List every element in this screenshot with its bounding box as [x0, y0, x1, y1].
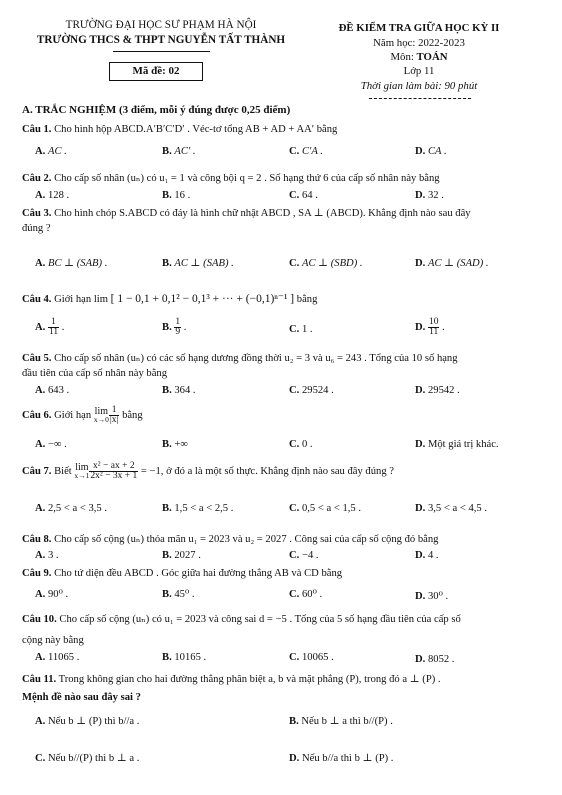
limit-operator: lim x→0 [93, 405, 109, 424]
grade: Lớp 11 [403, 65, 435, 77]
question-11-cont: Mệnh đề nào sau đây sai ? [22, 692, 141, 703]
question-4: Câu 4. Giới hạn lim [ 1 − 0,1 + 0,1² − 0,1³ + ··· + (−0,1)ⁿ⁻¹ ] bằng [22, 293, 318, 305]
q4-option-b[interactable]: B. $\frac{1}{9}$ . [162, 317, 187, 337]
question-text: Cho hình hộp ABCD.A′B′C′D′ . Véc-tơ tổng AB + AD + AA′ bằng [54, 124, 338, 135]
q8-option-c[interactable]: C. −4 . [289, 550, 319, 561]
q4-option-a[interactable]: A. $\frac{1}{11}$ . [35, 317, 65, 337]
q4-option-c[interactable]: C. 1 . [289, 324, 313, 335]
q5-option-c[interactable]: C. 29524 . [289, 385, 334, 396]
q6-option-b[interactable]: B. +∞ [162, 439, 188, 450]
q10-option-b[interactable]: B. 10165 . [162, 652, 207, 663]
q6-option-d[interactable]: D. Một giá trị khác. [415, 439, 499, 450]
limit-expression: [ 1 − 0,1 + 0,1² − 0,1³ + ··· + (−0,1)ⁿ⁻¹ ] [110, 293, 295, 305]
limit-operator: lim x→1 [74, 461, 90, 480]
question-7: Câu 7. Biết lim x→1 $\frac{\text{x² − ax + 2}}{\text{2x² − 3x + 1}}$ = −1, ở đó a là một số thực. Khẳng định nào sau đây đúng ? [22, 461, 394, 481]
section-a-heading: A. TRẮC NGHIỆM (3 điểm, mỗi ý đúng được 0,25 điểm) [22, 104, 291, 116]
fraction: $\frac{1}{9}$ [175, 317, 181, 337]
question-label: Câu 1. [22, 124, 52, 135]
question-5: Câu 5. Cho cấp số nhân (uₙ) có các số hạng dương đồng thời u₂ = 3 và u₆ = 243 . Tổng của 10 số hạng [22, 353, 458, 364]
q11-option-b[interactable]: B. Nếu b ⊥ a thì b//(P) . [289, 716, 393, 727]
exam-title: ĐỀ KIỂM TRA GIỮA HỌC KỲ II [338, 22, 500, 34]
question-5-cont: đầu tiên của cấp số nhân này bằng [22, 368, 168, 379]
q8-option-b[interactable]: B. 2027 . [162, 550, 201, 561]
q3-option-d[interactable]: D. AC ⊥ (SAD) . [415, 258, 489, 269]
q10-option-c[interactable]: C. 10065 . [289, 652, 334, 663]
q9-option-a[interactable]: A. 90⁰ . [35, 589, 69, 600]
header-divider [113, 51, 210, 52]
q2-option-c[interactable]: C. 64 . [289, 190, 318, 201]
question-6: Câu 6. Giới hạn lim x→0 $\frac{1}{|x|}$ bằng [22, 405, 143, 425]
q6-option-a[interactable]: A. −∞ . [35, 439, 67, 450]
question-1 [22, 124, 337, 135]
q11-option-a[interactable]: A. Nếu b ⊥ (P) thì b//a . [35, 716, 140, 727]
school-year: Năm học: 2022-2023 [373, 37, 465, 49]
q8-option-d[interactable]: D. 4 . [415, 550, 439, 561]
q3-option-c[interactable]: C. AC ⊥ (SBD) . [289, 258, 363, 269]
fraction: $\frac{1}{11}$ [48, 317, 59, 337]
q7-option-c[interactable]: C. 0,5 < a < 1,5 . [289, 503, 361, 514]
q7-option-d[interactable]: D. 3,5 < a < 4,5 . [415, 503, 487, 514]
exam-time: Thời gian làm bài: 90 phút [360, 80, 478, 92]
fraction: $\frac{10}{11}$ [428, 317, 439, 337]
q2-option-a[interactable]: A. 128 . [35, 190, 70, 201]
q9-option-d[interactable]: D. 30⁰ . [415, 591, 449, 602]
q10-option-a[interactable]: A. 11065 . [35, 652, 80, 663]
q6-option-c[interactable]: C. 0 . [289, 439, 313, 450]
fraction: $\frac{\text{x² − ax + 2}}{\text{2x² − 3x + 1}}$ [90, 461, 138, 481]
question-8: Câu 8. Cho cấp số cộng (uₙ) thỏa mãn u₁ = 2023 và u₂ = 2027 . Công sai của cấp số cộng đó bằng [22, 534, 439, 545]
school-name-line1: TRƯỜNG ĐẠI HỌC SƯ PHẠM HÀ NỘI [65, 19, 257, 31]
question-10: Câu 10. Cho cấp số cộng (uₙ) có u₁ = 2023 và công sai d = −5 . Tổng của 5 số hạng đầu tiên của cấp số [22, 614, 461, 625]
q2-option-b[interactable]: B. 16 . [162, 190, 191, 201]
q1-option-a[interactable]: A. AC . [35, 146, 67, 157]
q5-option-d[interactable]: D. 29542 . [415, 385, 460, 396]
q9-option-b[interactable]: B. 45⁰ . [162, 589, 195, 600]
q9-option-c[interactable]: C. 60⁰ . [289, 589, 323, 600]
question-9: Câu 9. Cho tứ diện đều ABCD . Góc giữa hai đường thẳng AB và CD bằng [22, 568, 343, 579]
subject-label: Môn: [390, 51, 417, 63]
question-10-cont: cộng này bằng [22, 635, 84, 646]
q7-option-b[interactable]: B. 1,5 < a < 2,5 . [162, 503, 234, 514]
q1-option-c[interactable]: C. C′A . [289, 146, 323, 157]
q5-option-a[interactable]: A. 643 . [35, 385, 70, 396]
question-2: Câu 2. Cho cấp số nhân (uₙ) có u₁ = 1 và công bội q = 2 . Số hạng thứ 6 của cấp số nhân này bằng [22, 173, 440, 184]
q10-option-d[interactable]: D. 8052 . [415, 654, 455, 665]
q7-option-a[interactable]: A. 2,5 < a < 3,5 . [35, 503, 107, 514]
exam-code: Mã đề: 02 [132, 65, 180, 77]
question-3-cont: đúng ? [22, 223, 51, 234]
q8-option-a[interactable]: A. 3 . [35, 550, 59, 561]
q11-option-d[interactable]: D. Nếu b//a thì b ⊥ (P) . [289, 753, 394, 764]
subject-line [390, 51, 447, 63]
question-3: Câu 3. Cho hình chóp S.ABCD có đáy là hình chữ nhật ABCD , SA ⊥ (ABCD). Khẳng định nào sau đây [22, 208, 471, 219]
school-name-line2: TRƯỜNG THCS & THPT NGUYỄN TẤT THÀNH [36, 34, 286, 46]
q5-option-b[interactable]: B. 364 . [162, 385, 196, 396]
q2-option-d[interactable]: D. 32 . [415, 190, 444, 201]
header-dashed-rule [369, 98, 471, 99]
q3-option-b[interactable]: B. AC ⊥ (SAB) . [162, 258, 234, 269]
fraction: $\frac{1}{|x|}$ [109, 405, 119, 425]
question-11: Câu 11. Trong không gian cho hai đường thẳng phân biệt a, b và mặt phẳng (P), trong đó a ⊥ (P) . [22, 674, 441, 685]
q1-option-d[interactable]: D. CA . [415, 146, 447, 157]
exam-code-box [109, 62, 203, 81]
q1-option-b[interactable]: B. AC′ . [162, 146, 196, 157]
q4-option-d[interactable]: D. $\frac{10}{11}$ . [415, 317, 445, 337]
q3-option-a[interactable]: A. BC ⊥ (SAB) . [35, 258, 108, 269]
q11-option-c[interactable]: C. Nếu b//(P) thì b ⊥ a . [35, 753, 140, 764]
subject-name: TOÁN [416, 51, 448, 63]
